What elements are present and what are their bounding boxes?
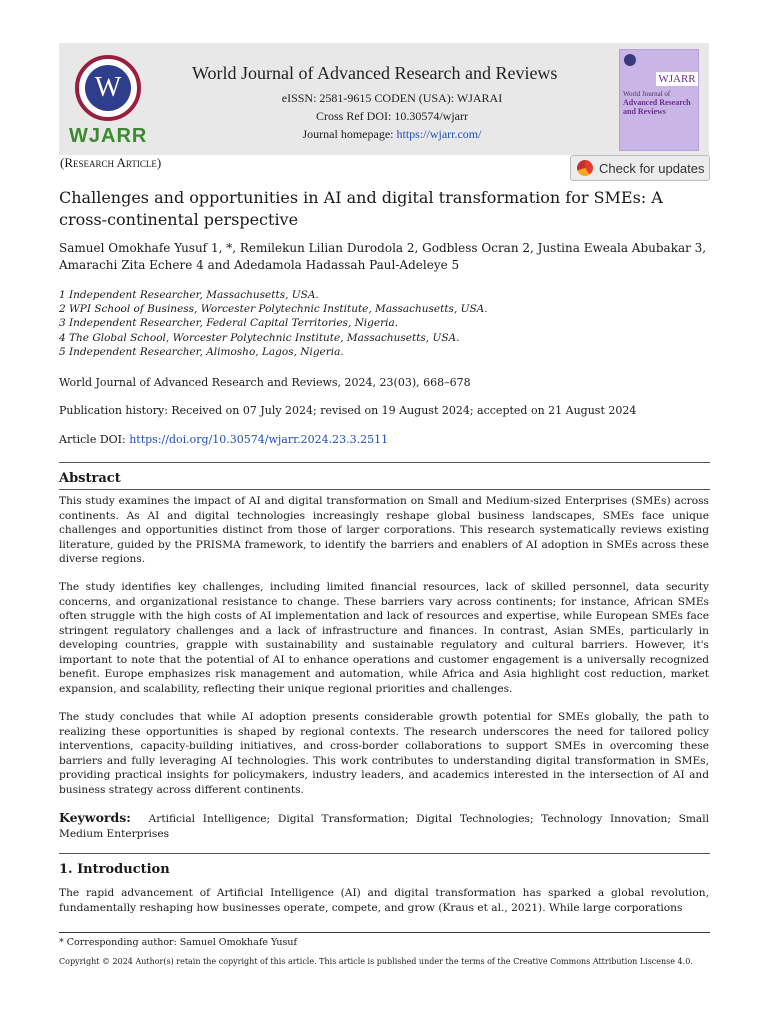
affiliation-2: 2 WPI School of Business, Worcester Polytechnic Institute, Massachusetts, USA. [59, 303, 488, 315]
abstract-paragraph-3: The study concludes that while AI adoption presents considerable growth potential for SMEs globally, the path to realizing these opportunities is shaped by regional contexts. The research underscores the need for tailored policy interventions, capacity-building initiatives, and cross-border collaborations to support SMEs in overcoming these barriers and fully leveraging AI technologies. This work contributes to understanding digital transformation in SMEs, providing practical insights for policymakers, industry leaders, and academics interested in the intersection of AI and business strategy across different continents. [59, 711, 709, 796]
author-list: Samuel Omokhafe Yusuf 1, *, Remilekun Lilian Durodola 2, Godbless Ocran 2, Justina Eweala Abubakar 3, Amarachi Zita Echere 4 and Adedamola Hadassah Paul-Adeleye 5 [59, 241, 707, 272]
affiliation-4: 4 The Global School, Worcester Polytechnic Institute, Massachusetts, USA. [59, 332, 460, 344]
introduction-paragraph: The rapid advancement of Artificial Intelligence (AI) and digital transformation has sparked a global revolution, fundamentally reshaping how businesses operate, compete, and grow (Kraus et al., 2021). While large corporations [59, 887, 709, 914]
cover-title: Advanced Research and Reviews [623, 98, 691, 116]
cover-small-text: World Journal of [623, 90, 671, 98]
journal-header [59, 43, 709, 155]
introduction-heading: 1. Introduction [59, 862, 170, 877]
keywords-label: Keywords: [59, 810, 131, 825]
crossref-doi-line: Cross Ref DOI: 10.30574/wjarr [316, 109, 468, 123]
homepage-line [192, 127, 592, 142]
affiliation-5: 5 Independent Researcher, Alimosho, Lagos, Nigeria. [59, 346, 344, 358]
doi-label: Article DOI: [59, 433, 126, 446]
abstract-paragraph-2: The study identifies key challenges, including limited financial resources, lack of skilled personnel, data security concerns, and organizational resistance to change. These barriers vary across continents; for instance, African SMEs often struggle with the high costs of AI implementation and lack of resources and expertise, while European SMEs face stringent regulatory challenges and a lack of infrastructure and finances. In contrast, Asian SMEs, particularly in developing countries, grapple with sustainability and sustainable regulatory and cultural barriers. However, it's important to note that the potential of AI to enhance operations and customer engagement is a universally recognized benefit. Europe emphasizes risk management and automation, while Africa and Asia highlight cost reduction, market expansion, and scalability, reflecting their unique regional priorities and challenges. [59, 581, 709, 695]
footnote-divider [59, 932, 710, 933]
doi-link[interactable]: https://doi.org/10.30574/wjarr.2024.23.3.2511 [129, 433, 389, 446]
homepage-label: Journal homepage: [302, 127, 394, 141]
check-for-updates-button[interactable] [570, 155, 710, 181]
wjarr-logo [69, 55, 147, 151]
homepage-link[interactable]: https://wjarr.com/ [396, 127, 482, 141]
abstract-heading: Abstract [59, 471, 121, 486]
issn-line: eISSN: 2581-9615 CODEN (USA): WJARAI [281, 91, 503, 105]
keywords-text: Artificial Intelligence; Digital Transformation; Digital Technologies; Technology Innovation; Small Medium Enterprises [59, 813, 709, 840]
cover-badge-icon [624, 54, 636, 66]
logo-ring [75, 55, 141, 121]
divider [59, 462, 710, 463]
copyright-notice: Copyright © 2024 Author(s) retain the copyright of this article. This article is published under the terms of the Creative Commons Attribution Liscense 4.0. [59, 957, 693, 966]
logo-letter: W [85, 65, 131, 111]
citation-line: World Journal of Advanced Research and Reviews, 2024, 23(03), 668–678 [59, 376, 471, 389]
abstract-paragraph-1: This study examines the impact of AI and digital transformation on Small and Medium-sized Enterprises (SMEs) across continents. As AI and digital technologies increasingly reshape global business landscapes, SMEs face unique challenges and opportunities distinct from those of larger corporations. This research systematically reviews existing literature, guided by the PRISMA framework, to identify the barriers and enablers of AI adoption in SMEs across these diverse regions. [59, 495, 709, 565]
journal-name: World Journal of Advanced Research and Reviews [192, 63, 558, 83]
keywords [59, 810, 709, 842]
check-for-updates-label: Check for updates [599, 160, 705, 176]
cover-band: WJARR [656, 72, 698, 86]
divider [59, 489, 710, 490]
article-doi [59, 433, 709, 446]
journal-cover-thumbnail [619, 49, 699, 151]
corresponding-author: * Corresponding author: Samuel Omokhafe Yusuf [59, 937, 298, 948]
divider [59, 853, 710, 854]
logo-text: WJARR [69, 125, 148, 147]
publication-history: Publication history: Received on 07 July 2024; revised on 19 August 2024; accepted on 21 August 2024 [59, 404, 637, 417]
crossmark-icon [577, 160, 593, 176]
article-title: Challenges and opportunities in AI and digital transformation for SMEs: A cross-continental perspective [59, 188, 663, 229]
article-type: (Research Article) [60, 155, 162, 170]
affiliation-3: 3 Independent Researcher, Federal Capital Territories, Nigeria. [59, 317, 399, 329]
affiliation-1: 1 Independent Researcher, Massachusetts, USA. [59, 289, 319, 301]
